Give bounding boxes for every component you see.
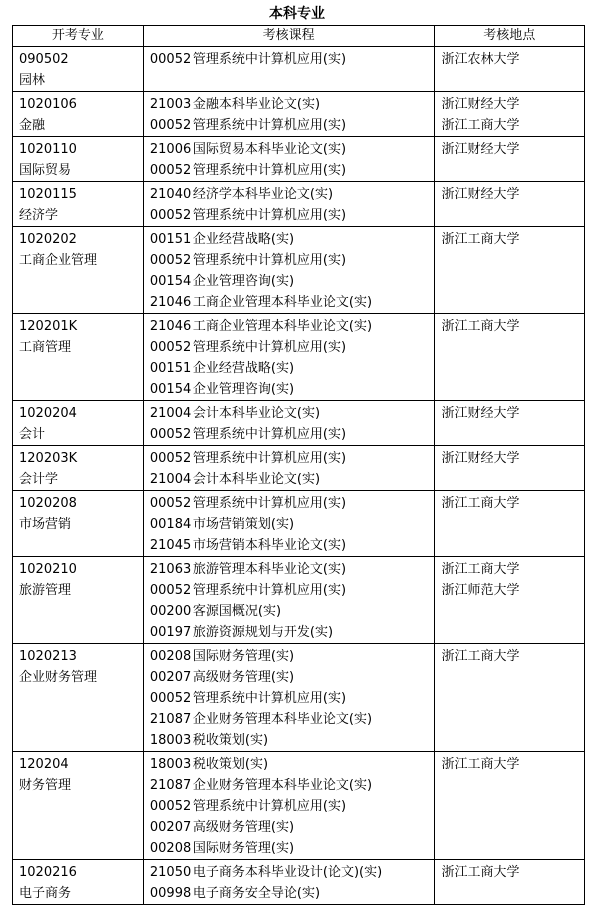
major-cell <box>13 182 144 227</box>
major-cell <box>13 644 144 752</box>
course-line <box>150 205 428 226</box>
courses-cell <box>143 860 434 905</box>
course-name: 电子商务安全导论(实) <box>192 886 321 901</box>
course-name: 金融本科毕业论文(实) <box>192 97 321 112</box>
major-cell <box>13 92 144 137</box>
major-code: 1020210 <box>19 562 77 577</box>
course-name: 企业经营战略(实) <box>192 232 295 247</box>
course-line <box>150 379 428 400</box>
page-title: 本科专业 <box>269 6 325 22</box>
major-cell <box>13 860 144 905</box>
course-line <box>150 403 428 424</box>
course-code: 00052 <box>149 691 192 706</box>
courses-cell <box>143 137 434 182</box>
location-name: 浙江财经大学 <box>441 97 520 112</box>
major-cell <box>13 557 144 644</box>
course-code: 00052 <box>149 451 192 466</box>
major-name: 电子商务 <box>19 886 72 901</box>
course-line <box>150 448 428 469</box>
course-code: 00200 <box>149 604 192 619</box>
course-name: 旅游资源规划与开发(实) <box>192 625 334 640</box>
courses-cell <box>143 401 434 446</box>
course-code: 21004 <box>149 406 192 421</box>
course-code: 00052 <box>149 340 192 355</box>
course-name: 企业管理咨询(实) <box>192 274 295 289</box>
location-name: 浙江财经大学 <box>441 187 520 202</box>
course-code: 00052 <box>149 52 192 67</box>
course-name: 税收策划(实) <box>192 733 269 748</box>
location-name: 浙江工商大学 <box>441 319 520 334</box>
course-code: 00154 <box>149 274 192 289</box>
course-line <box>150 754 428 775</box>
location-name: 浙江财经大学 <box>441 451 520 466</box>
major-code: 1020115 <box>19 187 77 202</box>
course-line <box>150 229 428 250</box>
course-line <box>150 622 428 643</box>
course-name: 管理系统中计算机应用(实) <box>192 253 347 268</box>
course-name: 经济学本科毕业论文(实) <box>192 187 334 202</box>
course-line <box>150 535 428 556</box>
course-code: 00151 <box>149 232 192 247</box>
location-cell <box>434 644 585 752</box>
course-name: 会计本科毕业论文(实) <box>192 406 321 421</box>
location-cell <box>434 314 585 401</box>
course-line <box>150 646 428 667</box>
major-name: 园林 <box>19 73 46 88</box>
location-name: 浙江工商大学 <box>441 232 520 247</box>
course-code: 00208 <box>149 841 192 856</box>
course-name: 国际财务管理(实) <box>192 841 295 856</box>
course-line <box>150 688 428 709</box>
major-cell <box>13 227 144 314</box>
course-name: 管理系统中计算机应用(实) <box>192 799 347 814</box>
course-line <box>150 559 428 580</box>
course-name: 国际贸易本科毕业论文(实) <box>192 142 347 157</box>
location-name: 浙江工商大学 <box>441 757 520 772</box>
major-code: 090502 <box>19 52 69 67</box>
course-name: 管理系统中计算机应用(实) <box>192 496 347 511</box>
course-code: 21004 <box>149 472 192 487</box>
course-code: 00052 <box>149 118 192 133</box>
location-cell <box>434 491 585 557</box>
course-name: 工商企业管理本科毕业论文(实) <box>192 295 373 310</box>
table-row <box>13 314 585 401</box>
location-cell <box>434 752 585 860</box>
major-name: 经济学 <box>19 208 59 223</box>
course-code: 00052 <box>149 427 192 442</box>
location-name: 浙江工商大学 <box>441 118 520 133</box>
course-line <box>150 775 428 796</box>
courses-cell <box>143 92 434 137</box>
major-cell <box>13 446 144 491</box>
course-name: 管理系统中计算机应用(实) <box>192 163 347 178</box>
major-cell <box>13 314 144 401</box>
course-name: 管理系统中计算机应用(实) <box>192 583 347 598</box>
course-name: 税收策划(实) <box>192 757 269 772</box>
location-name: 浙江师范大学 <box>441 583 520 598</box>
courses-cell <box>143 47 434 92</box>
courses-cell <box>143 491 434 557</box>
table-row <box>13 491 585 557</box>
location-cell <box>434 182 585 227</box>
location-name: 浙江工商大学 <box>441 496 520 511</box>
course-line <box>150 601 428 622</box>
location-name: 浙江财经大学 <box>441 142 520 157</box>
major-code: 1020216 <box>19 865 77 880</box>
table-row <box>13 860 585 905</box>
major-name: 会计学 <box>19 472 59 487</box>
course-name: 管理系统中计算机应用(实) <box>192 118 347 133</box>
location-name: 浙江工商大学 <box>441 562 520 577</box>
course-line <box>150 250 428 271</box>
course-code: 00052 <box>149 496 192 511</box>
course-line <box>150 709 428 730</box>
major-name: 工商企业管理 <box>19 253 98 268</box>
course-code: 00207 <box>149 820 192 835</box>
table-row <box>13 47 585 92</box>
course-line <box>150 514 428 535</box>
course-code: 21046 <box>149 295 192 310</box>
course-line <box>150 316 428 337</box>
course-line <box>150 730 428 751</box>
location-cell <box>434 860 585 905</box>
courses-cell <box>143 446 434 491</box>
course-code: 00207 <box>149 670 192 685</box>
major-cell <box>13 47 144 92</box>
course-name: 客源国概况(实) <box>192 604 282 619</box>
course-code: 00052 <box>149 163 192 178</box>
course-line <box>150 184 428 205</box>
course-code: 00998 <box>149 886 192 901</box>
major-code: 120204 <box>19 757 69 772</box>
major-name: 会计 <box>19 427 46 442</box>
course-code: 21063 <box>149 562 192 577</box>
course-code: 21045 <box>149 538 192 553</box>
course-line <box>150 49 428 70</box>
course-line <box>150 493 428 514</box>
course-name: 企业财务管理本科毕业论文(实) <box>192 712 373 727</box>
major-code: 120201K <box>19 319 78 334</box>
course-name: 电子商务本科毕业设计(论文)(实) <box>192 865 383 880</box>
major-table <box>12 25 585 905</box>
course-name: 会计本科毕业论文(实) <box>192 472 321 487</box>
major-name: 市场营销 <box>19 517 72 532</box>
course-code: 21050 <box>149 865 192 880</box>
table-row <box>13 137 585 182</box>
course-line <box>150 796 428 817</box>
course-line <box>150 838 428 859</box>
courses-cell <box>143 227 434 314</box>
course-line <box>150 580 428 601</box>
table-row <box>13 92 585 137</box>
course-code: 00154 <box>149 382 192 397</box>
course-name: 国际财务管理(实) <box>192 649 295 664</box>
courses-cell <box>143 752 434 860</box>
major-code: 1020213 <box>19 649 77 664</box>
course-line <box>150 271 428 292</box>
course-code: 00052 <box>149 799 192 814</box>
location-cell <box>434 92 585 137</box>
major-cell <box>13 491 144 557</box>
major-cell <box>13 137 144 182</box>
location-name: 浙江财经大学 <box>441 406 520 421</box>
table-row <box>13 446 585 491</box>
course-line <box>150 817 428 838</box>
course-line <box>150 424 428 445</box>
location-cell <box>434 557 585 644</box>
course-name: 管理系统中计算机应用(实) <box>192 52 347 67</box>
table-row <box>13 401 585 446</box>
course-code: 00184 <box>149 517 192 532</box>
course-line <box>150 115 428 136</box>
course-code: 21087 <box>149 778 192 793</box>
courses-cell <box>143 182 434 227</box>
header-location: 考核地点 <box>434 26 585 47</box>
course-name: 旅游管理本科毕业论文(实) <box>192 562 347 577</box>
course-code: 00208 <box>149 649 192 664</box>
course-name: 高级财务管理(实) <box>192 670 295 685</box>
table-row <box>13 182 585 227</box>
header-courses: 考核课程 <box>143 26 434 47</box>
course-name: 市场营销策划(实) <box>192 517 295 532</box>
major-name: 国际贸易 <box>19 163 72 178</box>
major-name: 金融 <box>19 118 46 133</box>
course-code: 21040 <box>149 187 192 202</box>
course-name: 管理系统中计算机应用(实) <box>192 208 347 223</box>
course-code: 00052 <box>149 583 192 598</box>
major-name: 企业财务管理 <box>19 670 98 685</box>
course-line <box>150 469 428 490</box>
course-line <box>150 358 428 379</box>
course-name: 高级财务管理(实) <box>192 820 295 835</box>
course-line <box>150 292 428 313</box>
course-code: 21046 <box>149 319 192 334</box>
table-row <box>13 227 585 314</box>
course-name: 企业财务管理本科毕业论文(实) <box>192 778 373 793</box>
course-code: 00052 <box>149 208 192 223</box>
courses-cell <box>143 644 434 752</box>
major-cell <box>13 401 144 446</box>
table-header-row <box>13 26 585 47</box>
major-cell <box>13 752 144 860</box>
courses-cell <box>143 557 434 644</box>
location-cell <box>434 401 585 446</box>
course-line <box>150 94 428 115</box>
major-code: 120203K <box>19 451 78 466</box>
course-code: 21006 <box>149 142 192 157</box>
location-cell <box>434 227 585 314</box>
location-cell <box>434 47 585 92</box>
table-row <box>13 644 585 752</box>
course-code: 18003 <box>149 757 192 772</box>
course-code: 00052 <box>149 253 192 268</box>
courses-cell <box>143 314 434 401</box>
course-name: 管理系统中计算机应用(实) <box>192 427 347 442</box>
major-code: 1020106 <box>19 97 77 112</box>
course-name: 管理系统中计算机应用(实) <box>192 691 347 706</box>
course-name: 管理系统中计算机应用(实) <box>192 340 347 355</box>
major-code: 1020110 <box>19 142 77 157</box>
header-major: 开考专业 <box>13 26 144 47</box>
major-code: 1020204 <box>19 406 77 421</box>
major-name: 旅游管理 <box>19 583 72 598</box>
major-code: 1020202 <box>19 232 77 247</box>
location-cell <box>434 446 585 491</box>
course-code: 21003 <box>149 97 192 112</box>
major-name: 工商管理 <box>19 340 72 355</box>
course-code: 18003 <box>149 733 192 748</box>
course-code: 21087 <box>149 712 192 727</box>
course-code: 00197 <box>149 625 192 640</box>
course-line <box>150 160 428 181</box>
course-line <box>150 139 428 160</box>
major-code: 1020208 <box>19 496 77 511</box>
course-name: 工商企业管理本科毕业论文(实) <box>192 319 373 334</box>
course-line <box>150 883 428 904</box>
major-name: 财务管理 <box>19 778 72 793</box>
table-row <box>13 752 585 860</box>
location-name: 浙江农林大学 <box>441 52 520 67</box>
course-name: 企业经营战略(实) <box>192 361 295 376</box>
location-name: 浙江工商大学 <box>441 865 520 880</box>
course-line <box>150 667 428 688</box>
course-name: 管理系统中计算机应用(实) <box>192 451 347 466</box>
course-name: 市场营销本科毕业论文(实) <box>192 538 347 553</box>
location-cell <box>434 137 585 182</box>
course-code: 00151 <box>149 361 192 376</box>
table-row <box>13 557 585 644</box>
course-name: 企业管理咨询(实) <box>192 382 295 397</box>
course-line <box>150 337 428 358</box>
location-name: 浙江工商大学 <box>441 649 520 664</box>
